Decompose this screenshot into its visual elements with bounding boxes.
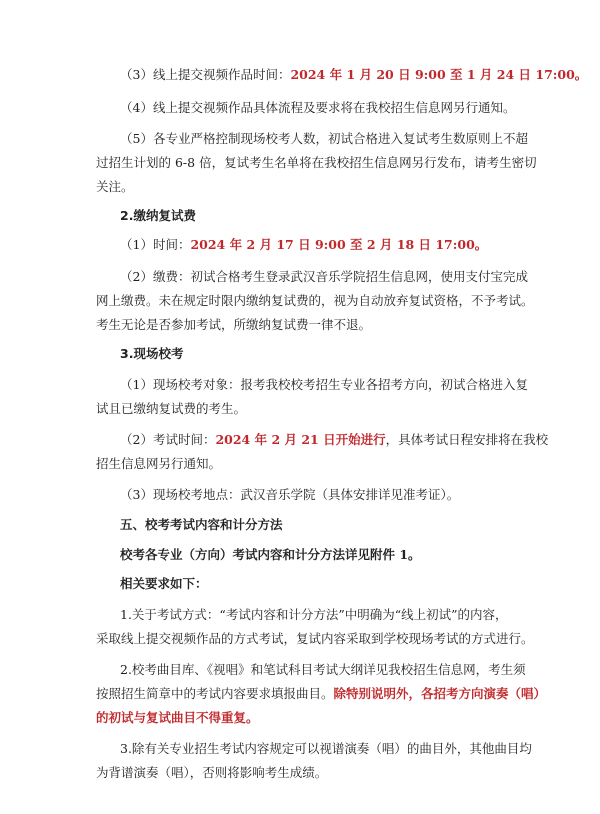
text: ，具体考试日程安排将在我校 <box>385 432 549 447</box>
line: 为背谱演奏（唱），否则将影响考生成绩。 <box>96 765 328 780</box>
line: 关注。 <box>96 179 134 194</box>
line: 过招生计划的 6-8 倍，复试考生名单将在我校招生信息网另行发布，请考生密切 <box>96 155 537 170</box>
section-heading: 3.现场校考 <box>120 346 184 361</box>
line <box>96 685 600 703</box>
line: （2）缴费：初试合格考生登录武汉音乐学院招生信息网，使用支付宝完成 <box>120 269 528 284</box>
line: 招生信息网另行通知。 <box>96 456 222 471</box>
text: （3）线上提交视频作品时间： <box>120 67 291 82</box>
line: 相关要求如下： <box>120 576 208 591</box>
text: （1）时间： <box>120 237 191 252</box>
line <box>96 709 600 727</box>
line: （4）线上提交视频作品具体流程及要求将在我校招生信息网另行通知。 <box>120 100 516 115</box>
line <box>120 431 600 449</box>
line <box>120 66 600 84</box>
line <box>120 236 600 254</box>
line: 采取线上提交视频作品的方式考试，复试内容采取到学校现场考试的方式进行。 <box>96 631 534 646</box>
text: （2）考试时间： <box>120 432 216 447</box>
line: 3.除有关专业招生考试内容规定可以视谱演奏（唱）的曲目外，其他曲目均 <box>120 741 532 756</box>
text: 按照招生简章中的考试内容要求填报曲目。 <box>96 686 334 701</box>
section-heading: 五、校考考试内容和计分方法 <box>120 517 283 532</box>
line: 校考各专业（方向）考试内容和计分方法详见附件 1。 <box>120 547 421 562</box>
highlight-date: 2024 年 2 月 21 日开始进行 <box>215 432 386 447</box>
line: 试且已缴纳复试费的考生。 <box>96 401 247 416</box>
highlight-note: 的初试与复试曲目不得重复。 <box>96 710 259 725</box>
line: 考生无论是否参加考试，所缴纳复试费一律不退。 <box>96 317 372 332</box>
highlight-date: 2024 年 2 月 17 日 9:00 至 2 月 18 日 17:00。 <box>190 237 488 252</box>
section-heading: 2.缴纳复试费 <box>120 208 196 223</box>
line: 网上缴费。未在规定时限内缴纳复试费的，视为自动放弃复试资格，不予考试。 <box>96 293 534 308</box>
highlight-note: 除特别说明外，各招考方向演奏（唱） <box>333 686 547 701</box>
line: （5）各专业严格控制现场校考人数，初试合格进入复试考生数原则上不超 <box>120 131 528 146</box>
line: 2.校考曲目库、《视唱》和笔试科目考试大纲详见我校招生信息网，考生须 <box>120 662 526 677</box>
line: （1）现场校考对象：报考我校校考招生专业各招考方向，初试合格进入复 <box>120 377 528 392</box>
line: 1.关于考试方式：“考试内容和计分方法”中明确为“线上初试”的内容， <box>120 607 508 622</box>
line: （3）现场校考地点：武汉音乐学院（具体安排详见准考证）。 <box>120 487 460 502</box>
highlight-date: 2024 年 1 月 20 日 9:00 至 1 月 24 日 17:00。 <box>290 67 588 82</box>
